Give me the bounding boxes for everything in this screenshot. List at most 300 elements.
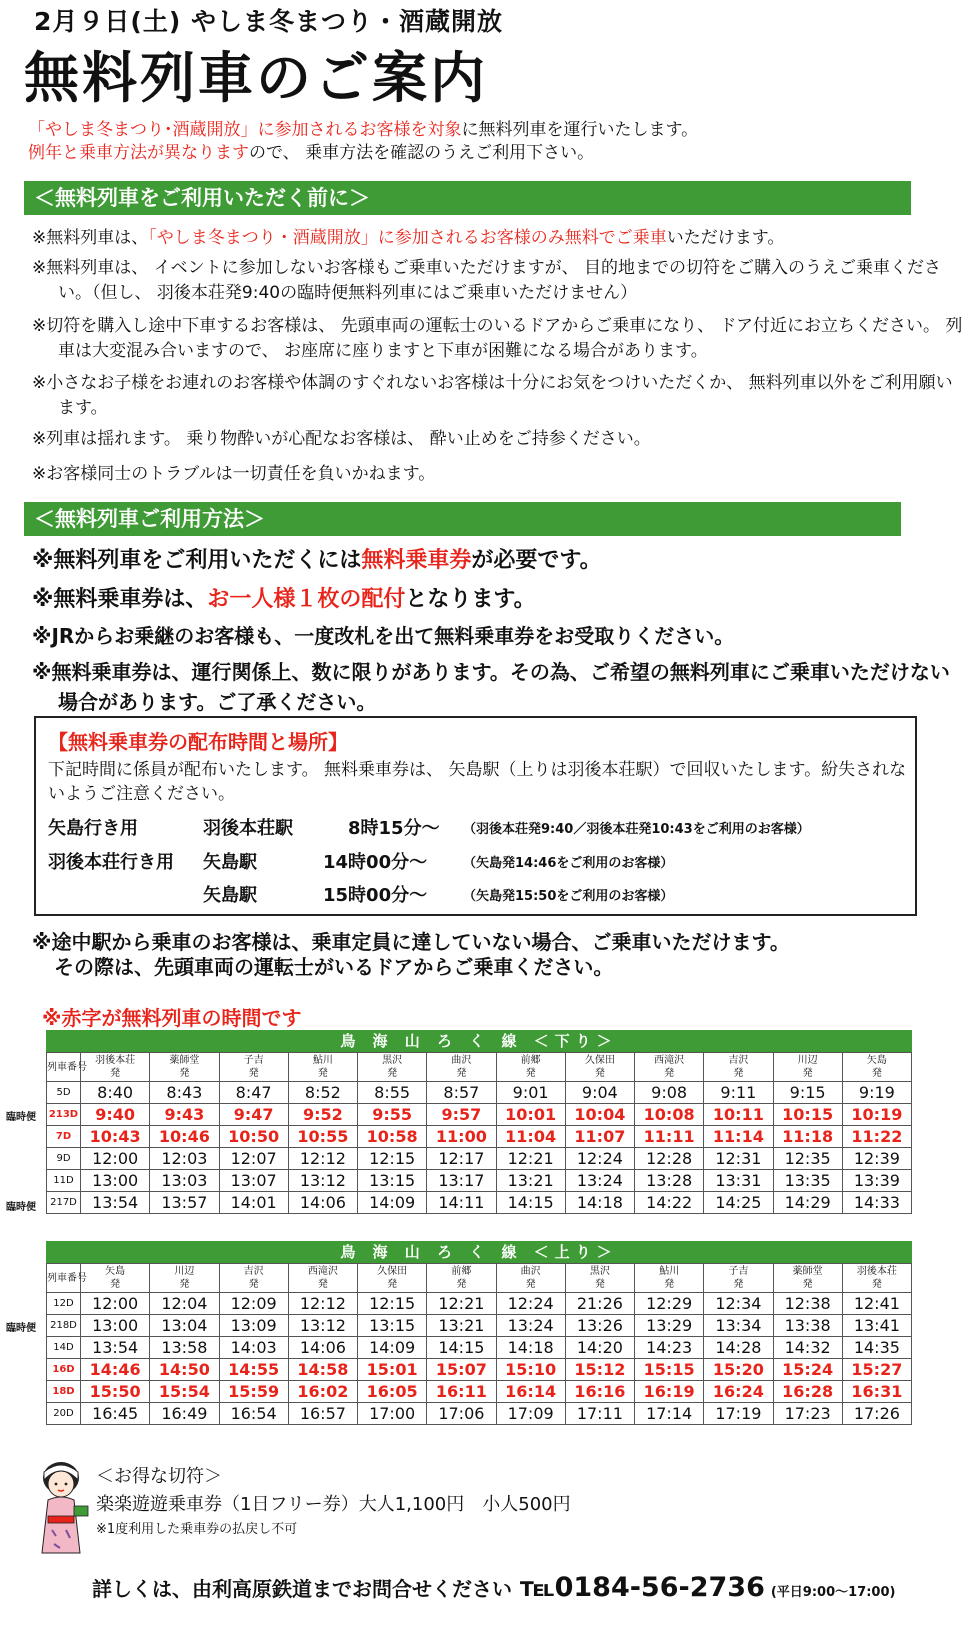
- departure-label: 発: [179, 1068, 190, 1079]
- departure-label: 発: [802, 1279, 813, 1290]
- timetable-down-station-header: [427, 1053, 496, 1082]
- train-number: 18D: [47, 1381, 81, 1403]
- departure-time: 12:34: [704, 1293, 773, 1315]
- departure-time: 14:15: [496, 1192, 565, 1214]
- station-name: 前郷: [451, 1266, 472, 1277]
- departure-time: 15:20: [704, 1359, 773, 1381]
- timetable-up-station-header: [565, 1264, 634, 1293]
- departure-time: 17:00: [358, 1403, 427, 1425]
- departure-time: 10:50: [219, 1126, 288, 1148]
- station-name: 曲沢: [520, 1266, 541, 1277]
- departure-time: 12:31: [704, 1148, 773, 1170]
- intro-line-2-rest: ので、 乗車方法を確認のうえご利用下さい。: [249, 143, 595, 163]
- timetable-up-title: 鳥 海 山 ろ く 線 ＜上り＞: [46, 1241, 912, 1263]
- departure-label: 発: [387, 1068, 398, 1079]
- midway-note-1: ※途中駅から乗車のお客様は、乗車定員に達していない場合、ご乗車いただけます。: [32, 930, 790, 954]
- station-name: 吉沢: [243, 1266, 264, 1277]
- departure-label: 発: [110, 1068, 121, 1079]
- distribution-note: （矢島発14:46をご利用のお客様）: [463, 856, 674, 871]
- distribution-row: [48, 881, 908, 909]
- timetable-down-station-header: [288, 1053, 357, 1082]
- departure-time: 14:11: [427, 1192, 496, 1214]
- timetable-up-station-header: [496, 1264, 565, 1293]
- departure-time: 9:55: [358, 1104, 427, 1126]
- departure-time: 13:00: [81, 1315, 150, 1337]
- usage-line-2: [32, 585, 968, 615]
- section-usage-heading: ＜無料列車ご利用方法＞: [24, 502, 901, 536]
- departure-time: 13:24: [565, 1170, 634, 1192]
- page-title: 無料列車のご案内: [24, 46, 489, 110]
- departure-time: 11:18: [773, 1126, 842, 1148]
- departure-time: 10:19: [842, 1104, 911, 1126]
- train-number: 7D: [47, 1126, 81, 1148]
- departure-time: 13:04: [150, 1315, 219, 1337]
- extra-train-label: 臨時便: [6, 1322, 36, 1334]
- departure-label: 発: [456, 1279, 467, 1290]
- departure-label: 発: [733, 1068, 744, 1079]
- departure-time: 10:43: [81, 1126, 150, 1148]
- departure-time: 12:04: [150, 1293, 219, 1315]
- timetable-down-station-header: [496, 1053, 565, 1082]
- usage-line-2-highlight: お一人様１枚の配付: [207, 587, 406, 612]
- station-name: 矢島: [105, 1266, 126, 1277]
- departure-label: 発: [248, 1279, 259, 1290]
- intro-line-1-rest: に無料列車を運行いたします。: [461, 120, 699, 140]
- deals-heading: ＜お得な切符＞: [96, 1466, 222, 1487]
- departure-time: 16:24: [704, 1381, 773, 1403]
- station-name: 薬師堂: [169, 1055, 200, 1066]
- departure-time: 13:58: [150, 1337, 219, 1359]
- train-number: 11D: [47, 1170, 81, 1192]
- timetable-down-station-header: [81, 1053, 150, 1082]
- departure-time: 14:15: [427, 1337, 496, 1359]
- timetable-down-station-header: [219, 1053, 288, 1082]
- departure-time: 13:17: [427, 1170, 496, 1192]
- departure-time: 16:57: [288, 1403, 357, 1425]
- departure-time: 8:43: [150, 1082, 219, 1104]
- departure-time: 11:07: [565, 1126, 634, 1148]
- departure-label: 発: [594, 1279, 605, 1290]
- departure-time: 15:50: [81, 1381, 150, 1403]
- table-row: [47, 1126, 912, 1148]
- station-name: 吉沢: [728, 1055, 749, 1066]
- timetable-down-station-header: [150, 1053, 219, 1082]
- departure-time: 16:31: [842, 1381, 911, 1403]
- departure-time: 13:28: [635, 1170, 704, 1192]
- departure-label: 発: [525, 1279, 536, 1290]
- distribution-heading: 【無料乗車券の配布時間と場所】: [48, 730, 348, 754]
- usage-line-1: [32, 546, 968, 576]
- departure-time: 13:15: [358, 1315, 427, 1337]
- table-row: [47, 1170, 912, 1192]
- departure-time: 16:28: [773, 1381, 842, 1403]
- departure-time: 9:04: [565, 1082, 634, 1104]
- departure-time: 16:11: [427, 1381, 496, 1403]
- departure-time: 10:04: [565, 1104, 634, 1126]
- departure-time: 16:19: [635, 1381, 704, 1403]
- station-name: 子吉: [243, 1055, 264, 1066]
- distribution-time: 8時15分～: [348, 818, 440, 839]
- departure-time: 15:12: [565, 1359, 634, 1381]
- departure-time: 12:38: [773, 1293, 842, 1315]
- departure-time: 9:01: [496, 1082, 565, 1104]
- departure-time: 14:18: [565, 1192, 634, 1214]
- departure-time: 14:46: [81, 1359, 150, 1381]
- departure-time: 14:23: [635, 1337, 704, 1359]
- departure-time: 12:28: [635, 1148, 704, 1170]
- departure-time: 12:17: [427, 1148, 496, 1170]
- departure-label: 発: [110, 1279, 121, 1290]
- table-row: [47, 1082, 912, 1104]
- departure-time: 9:43: [150, 1104, 219, 1126]
- departure-time: 17:14: [635, 1403, 704, 1425]
- departure-time: 9:19: [842, 1082, 911, 1104]
- departure-label: 発: [594, 1068, 605, 1079]
- extra-train-label: 臨時便: [6, 1111, 36, 1123]
- departure-time: 15:27: [842, 1359, 911, 1381]
- departure-time: 15:24: [773, 1359, 842, 1381]
- departure-time: 21:26: [565, 1293, 634, 1315]
- departure-time: 9:57: [427, 1104, 496, 1126]
- departure-time: 14:33: [842, 1192, 911, 1214]
- departure-time: 10:46: [150, 1126, 219, 1148]
- timetable-up-station-header: [288, 1264, 357, 1293]
- departure-time: 10:11: [704, 1104, 773, 1126]
- departure-label: 発: [525, 1068, 536, 1079]
- distribution-dest: 羽後本荘行き用: [48, 852, 174, 873]
- departure-time: 15:07: [427, 1359, 496, 1381]
- departure-label: 発: [456, 1068, 467, 1079]
- departure-time: 16:05: [358, 1381, 427, 1403]
- departure-time: 14:01: [219, 1192, 288, 1214]
- station-name: 西滝沢: [654, 1055, 685, 1066]
- mascot-illustration: [30, 1458, 92, 1558]
- train-number: 12D: [47, 1293, 81, 1315]
- departure-label: 発: [317, 1068, 328, 1079]
- departure-label: 発: [387, 1279, 398, 1290]
- timetable-down-station-header: [635, 1053, 704, 1082]
- departure-time: 13:07: [219, 1170, 288, 1192]
- departure-time: 14:32: [773, 1337, 842, 1359]
- station-name: 子吉: [728, 1266, 749, 1277]
- departure-time: 14:22: [635, 1192, 704, 1214]
- departure-time: 12:15: [358, 1148, 427, 1170]
- departure-label: 発: [248, 1068, 259, 1079]
- extra-train-label: 臨時便: [6, 1201, 36, 1213]
- station-name: 羽後本荘: [95, 1055, 136, 1066]
- train-number: 14D: [47, 1337, 81, 1359]
- departure-label: 発: [179, 1279, 190, 1290]
- usage-line-1-a: ※無料列車をご利用いただくには: [32, 548, 362, 573]
- table-row: [47, 1148, 912, 1170]
- distribution-station: 矢島駅: [203, 852, 257, 873]
- departure-time: 14:58: [288, 1359, 357, 1381]
- departure-time: 14:06: [288, 1192, 357, 1214]
- departure-time: 13:35: [773, 1170, 842, 1192]
- departure-time: 11:22: [842, 1126, 911, 1148]
- table-row: [47, 1403, 912, 1425]
- departure-time: 12:29: [635, 1293, 704, 1315]
- train-number: 9D: [47, 1148, 81, 1170]
- departure-time: 13:00: [81, 1170, 150, 1192]
- timetable-down: [46, 1030, 912, 1214]
- departure-time: 14:03: [219, 1337, 288, 1359]
- departure-time: 14:20: [565, 1337, 634, 1359]
- departure-time: 13:03: [150, 1170, 219, 1192]
- departure-time: 13:39: [842, 1170, 911, 1192]
- departure-label: 発: [664, 1068, 675, 1079]
- departure-time: 14:09: [358, 1192, 427, 1214]
- station-name: 川辺: [174, 1266, 195, 1277]
- departure-time: 8:52: [288, 1082, 357, 1104]
- departure-time: 10:58: [358, 1126, 427, 1148]
- departure-label: 発: [871, 1279, 882, 1290]
- departure-time: 13:15: [358, 1170, 427, 1192]
- timetable-down-header-row: [47, 1053, 912, 1082]
- before-note-5: ※列車は揺れます。 乗り物酔いが心配なお客様は、 酔い止めをご持参ください。: [32, 429, 651, 449]
- footer-tel: ℡0184-56-2736: [520, 1572, 765, 1603]
- distribution-box: [34, 716, 917, 916]
- distribution-station: 羽後本荘駅: [203, 818, 293, 839]
- departure-time: 16:02: [288, 1381, 357, 1403]
- distribution-time: 15時00分～: [323, 885, 428, 906]
- departure-time: 15:54: [150, 1381, 219, 1403]
- departure-time: 12:21: [496, 1148, 565, 1170]
- train-number: 218D: [47, 1315, 81, 1337]
- timetable-up-station-header: [704, 1264, 773, 1293]
- departure-time: 13:24: [496, 1315, 565, 1337]
- table-row: [47, 1293, 912, 1315]
- departure-time: 9:08: [635, 1082, 704, 1104]
- departure-time: 15:01: [358, 1359, 427, 1381]
- departure-time: 8:55: [358, 1082, 427, 1104]
- departure-time: 14:25: [704, 1192, 773, 1214]
- departure-time: 15:59: [219, 1381, 288, 1403]
- table-row: [47, 1104, 912, 1126]
- departure-time: 12:12: [288, 1293, 357, 1315]
- departure-time: 9:52: [288, 1104, 357, 1126]
- usage-line-4: ※無料乗車券は、運行関係上、数に限りがあります。その為、ご希望の無料列車にご乗車いただけない場合があります。ご了承ください。: [32, 660, 950, 714]
- departure-time: 8:47: [219, 1082, 288, 1104]
- departure-time: 12:09: [219, 1293, 288, 1315]
- departure-time: 13:57: [150, 1192, 219, 1214]
- timetable-down-station-header: [773, 1053, 842, 1082]
- departure-time: 16:54: [219, 1403, 288, 1425]
- departure-time: 16:14: [496, 1381, 565, 1403]
- before-note-4: ※小さなお子様をお連れのお客様や体調のすぐれないお客様は十分にお気をつけいただくか、 無料列車以外をご利用願います。: [32, 373, 953, 418]
- timetable-up-table: [46, 1263, 912, 1425]
- distribution-row: [48, 814, 908, 842]
- departure-time: 9:47: [219, 1104, 288, 1126]
- departure-time: 9:15: [773, 1082, 842, 1104]
- departure-time: 17:23: [773, 1403, 842, 1425]
- departure-label: 発: [733, 1279, 744, 1290]
- timetable-down-station-header: [565, 1053, 634, 1082]
- departure-time: 11:04: [496, 1126, 565, 1148]
- departure-label: 発: [871, 1068, 882, 1079]
- departure-time: 12:00: [81, 1148, 150, 1170]
- departure-time: 10:08: [635, 1104, 704, 1126]
- departure-time: 13:34: [704, 1315, 773, 1337]
- departure-time: 11:00: [427, 1126, 496, 1148]
- table-row: [47, 1337, 912, 1359]
- train-number: 213D: [47, 1104, 81, 1126]
- timetable-up-station-header: [842, 1264, 911, 1293]
- usage-line-1-highlight: 無料乗車券: [361, 548, 472, 573]
- timetable-up: [46, 1241, 912, 1425]
- station-name: 西滝沢: [307, 1266, 338, 1277]
- intro-line-1: [28, 115, 698, 140]
- departure-time: 9:40: [81, 1104, 150, 1126]
- departure-time: 11:11: [635, 1126, 704, 1148]
- departure-time: 13:26: [565, 1315, 634, 1337]
- departure-time: 14:50: [150, 1359, 219, 1381]
- deals-note: ※1度利用した乗車券の払戻し不可: [96, 1522, 298, 1537]
- midway-note-2: その際は、先頭車両の運転士がいるドアからご乗車ください。: [54, 955, 614, 979]
- distribution-note: （矢島発15:50をご利用のお客様）: [463, 889, 674, 904]
- train-number: 16D: [47, 1359, 81, 1381]
- departure-time: 12:15: [358, 1293, 427, 1315]
- station-name: 前郷: [520, 1055, 541, 1066]
- departure-time: 14:28: [704, 1337, 773, 1359]
- timetable-down-station-header: [358, 1053, 427, 1082]
- distribution-station: 矢島駅: [203, 885, 257, 906]
- departure-time: 12:24: [496, 1293, 565, 1315]
- departure-time: 12:41: [842, 1293, 911, 1315]
- red-notice: ※赤字が無料列車の時間です: [42, 1006, 302, 1030]
- usage-line-2-a: ※無料乗車券は、: [32, 587, 208, 612]
- timetable-up-station-header: [358, 1264, 427, 1293]
- departure-label: 発: [317, 1279, 328, 1290]
- before-note-1-a: ※無料列車は、: [32, 228, 149, 248]
- station-name: 曲沢: [451, 1055, 472, 1066]
- timetable-up-station-header: [773, 1264, 842, 1293]
- usage-line-1-b: が必要です。: [471, 548, 602, 573]
- departure-time: 17:06: [427, 1403, 496, 1425]
- departure-time: 13:21: [496, 1170, 565, 1192]
- station-name: 薬師堂: [792, 1266, 823, 1277]
- intro-line-2: [28, 138, 594, 163]
- departure-time: 13:31: [704, 1170, 773, 1192]
- section-before-heading: ＜無料列車をご利用いただく前に＞: [24, 181, 911, 215]
- distribution-note: （羽後本荘発9:40／羽後本荘発10:43をご利用のお客様）: [463, 822, 810, 837]
- departure-time: 13:12: [288, 1170, 357, 1192]
- usage-line-2-b: となります。: [405, 587, 536, 612]
- train-number: 217D: [47, 1192, 81, 1214]
- station-name: 黒沢: [589, 1266, 610, 1277]
- table-row: [47, 1192, 912, 1214]
- departure-time: 13:54: [81, 1192, 150, 1214]
- station-name: 矢島: [866, 1055, 887, 1066]
- footer-hours: (平日9:00～17:00): [770, 1585, 896, 1600]
- table-row: [47, 1381, 912, 1403]
- departure-time: 13:54: [81, 1337, 150, 1359]
- departure-time: 13:41: [842, 1315, 911, 1337]
- departure-time: 17:19: [704, 1403, 773, 1425]
- timetable-up-station-header: [81, 1264, 150, 1293]
- departure-time: 13:12: [288, 1315, 357, 1337]
- departure-time: 17:11: [565, 1403, 634, 1425]
- footer: [92, 1572, 895, 1603]
- timetable-down-col-label: 列車番号: [47, 1053, 81, 1082]
- departure-label: 発: [802, 1068, 813, 1079]
- station-name: 黒沢: [382, 1055, 403, 1066]
- departure-time: 12:35: [773, 1148, 842, 1170]
- timetable-down-table: [46, 1052, 912, 1214]
- deals-section: [96, 1462, 571, 1537]
- date-line: 2月９日(土) やしま冬まつり・酒蔵開放: [34, 7, 503, 36]
- departure-time: 15:10: [496, 1359, 565, 1381]
- station-name: 鮎川: [312, 1055, 333, 1066]
- departure-time: 14:09: [358, 1337, 427, 1359]
- deals-ticket: 楽楽遊遊乗車券（1日フリー券）大人1,100円 小人500円: [96, 1494, 571, 1515]
- timetable-down-title: 鳥 海 山 ろ く 線 ＜下り＞: [46, 1030, 912, 1052]
- departure-time: 14:55: [219, 1359, 288, 1381]
- departure-label: 発: [664, 1279, 675, 1290]
- timetable-up-station-header: [635, 1264, 704, 1293]
- departure-time: 14:35: [842, 1337, 911, 1359]
- before-note-1-highlight: 「やしま冬まつり・酒蔵開放」に参加されるお客様のみ無料でご乗車: [148, 228, 667, 248]
- before-note-1-b: いただけます。: [666, 228, 785, 248]
- timetable-up-station-header: [427, 1264, 496, 1293]
- departure-time: 12:07: [219, 1148, 288, 1170]
- station-name: 川辺: [797, 1055, 818, 1066]
- departure-time: 12:24: [565, 1148, 634, 1170]
- usage-line-3: ※JRからお乗継のお客様も、一度改札を出て無料乗車券をお受取りください。: [32, 624, 735, 648]
- departure-time: 13:29: [635, 1315, 704, 1337]
- departure-time: 12:03: [150, 1148, 219, 1170]
- before-note-3: ※切符を購入し途中下車するお客様は、 先頭車両の運転士のいるドアからご乗車になり、 ドア付近にお立ちください。 列車は大変混み合いますので、 お座席に座りますと下車が困難になる場合があります。: [32, 316, 963, 361]
- before-note-6: ※お客様同士のトラブルは一切責任を負いかねます。: [32, 464, 436, 484]
- timetable-down-station-header: [704, 1053, 773, 1082]
- departure-time: 10:01: [496, 1104, 565, 1126]
- station-name: 久保田: [377, 1266, 408, 1277]
- departure-time: 12:21: [427, 1293, 496, 1315]
- departure-time: 17:26: [842, 1403, 911, 1425]
- departure-time: 14:29: [773, 1192, 842, 1214]
- distribution-dest: 矢島行き用: [48, 818, 138, 839]
- departure-time: 14:18: [496, 1337, 565, 1359]
- distribution-time: 14時00分～: [323, 852, 428, 873]
- distribution-description: 下記時間に係員が配布いたします。 無料乗車券は、 矢島駅（上りは羽後本荘駅）で回収いたします。紛失されないようご注意ください。: [48, 760, 907, 804]
- intro-line-2-highlight: 例年と乗車方法が異なります: [28, 143, 249, 163]
- station-name: 鮎川: [659, 1266, 680, 1277]
- distribution-row: [48, 848, 908, 876]
- before-note-2: ※無料列車は、 イベントに参加しないお客様もご乗車いただけますが、 目的地までの切符をご購入のうえご乗車ください。（但し、 羽後本荘発9:40の臨時便無料列車にはご乗車いただけません）: [32, 258, 942, 303]
- departure-time: 8:40: [81, 1082, 150, 1104]
- table-row: [47, 1359, 912, 1381]
- timetable-up-station-header: [150, 1264, 219, 1293]
- departure-time: 12:00: [81, 1293, 150, 1315]
- departure-time: 16:45: [81, 1403, 150, 1425]
- timetable-up-col-label: 列車番号: [47, 1264, 81, 1293]
- before-note-1: [32, 226, 963, 251]
- departure-time: 16:49: [150, 1403, 219, 1425]
- timetable-up-header-row: [47, 1264, 912, 1293]
- intro-line-1-highlight: 「やしま冬まつり･酒蔵開放」に参加されるお客様を対象: [28, 120, 462, 140]
- departure-time: 16:16: [565, 1381, 634, 1403]
- departure-time: 13:09: [219, 1315, 288, 1337]
- departure-time: 10:55: [288, 1126, 357, 1148]
- departure-time: 14:06: [288, 1337, 357, 1359]
- departure-time: 15:15: [635, 1359, 704, 1381]
- timetable-down-station-header: [842, 1053, 911, 1082]
- table-row: [47, 1315, 912, 1337]
- departure-time: 13:38: [773, 1315, 842, 1337]
- station-name: 久保田: [584, 1055, 615, 1066]
- departure-time: 12:39: [842, 1148, 911, 1170]
- footer-text: 詳しくは、由利高原鉄道までお問合せください: [92, 1577, 512, 1601]
